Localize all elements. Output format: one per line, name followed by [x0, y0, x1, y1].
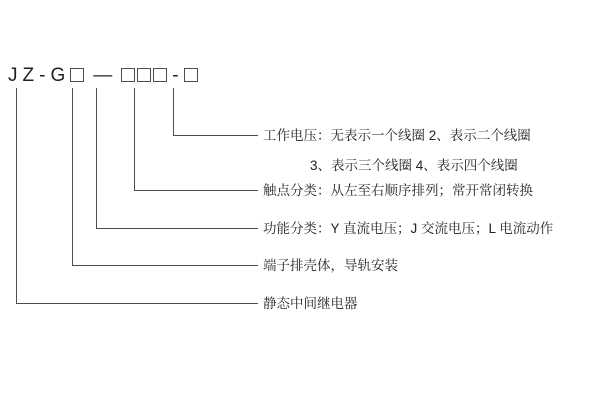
annotation-function-classification-text: 功能分类：Y 直流电压；J 交流电压；L 电流动作 — [263, 221, 554, 236]
leader-line-relay-horizontal — [16, 303, 258, 304]
annotation-contact-classification-text: 触点分类：从左至右顺序排列；常开常闭转换 — [263, 183, 533, 198]
annotation-function-classification — [263, 219, 553, 238]
leader-line-function-vertical — [96, 88, 97, 229]
code-box-contact-3 — [153, 68, 167, 82]
annotation-contact-classification — [263, 181, 533, 200]
leader-line-relay-vertical — [16, 88, 17, 304]
leader-line-housing-vertical — [72, 88, 73, 266]
annotation-working-voltage-line2: 3、表示三个线圈 4、表示四个线圈 — [310, 158, 518, 173]
code-box-voltage-group — [70, 68, 84, 82]
code-char-z: Z — [22, 64, 35, 86]
leader-line-function-horizontal — [96, 228, 258, 229]
leader-line-working-voltage-horizontal — [173, 135, 258, 136]
leader-line-contact-vertical — [134, 88, 135, 191]
code-box-contact-2 — [137, 68, 151, 82]
leader-line-housing-horizontal — [72, 265, 258, 266]
code-char-g: G — [50, 64, 66, 86]
annotation-relay-type — [263, 294, 358, 313]
annotation-relay-type-text: 静态中间继电器 — [263, 296, 358, 311]
code-dash-long: — — [93, 64, 113, 86]
code-dash-short: - — [172, 64, 179, 86]
annotation-terminal-housing-text: 端子排壳体，导轨安装 — [263, 258, 398, 273]
code-char-j: J — [8, 64, 18, 86]
annotation-terminal-housing — [263, 256, 398, 275]
annotation-working-voltage-line1: 工作电压：无表示一个线圈 2、表示二个线圈 — [263, 128, 531, 143]
code-box-contact-1 — [121, 68, 135, 82]
model-code — [8, 62, 198, 88]
code-box-working-voltage — [184, 68, 198, 82]
annotation-working-voltage — [263, 126, 531, 175]
leader-line-working-voltage-vertical — [173, 88, 174, 135]
leader-line-contact-horizontal — [134, 190, 258, 191]
code-hyphen-1: - — [39, 64, 46, 86]
